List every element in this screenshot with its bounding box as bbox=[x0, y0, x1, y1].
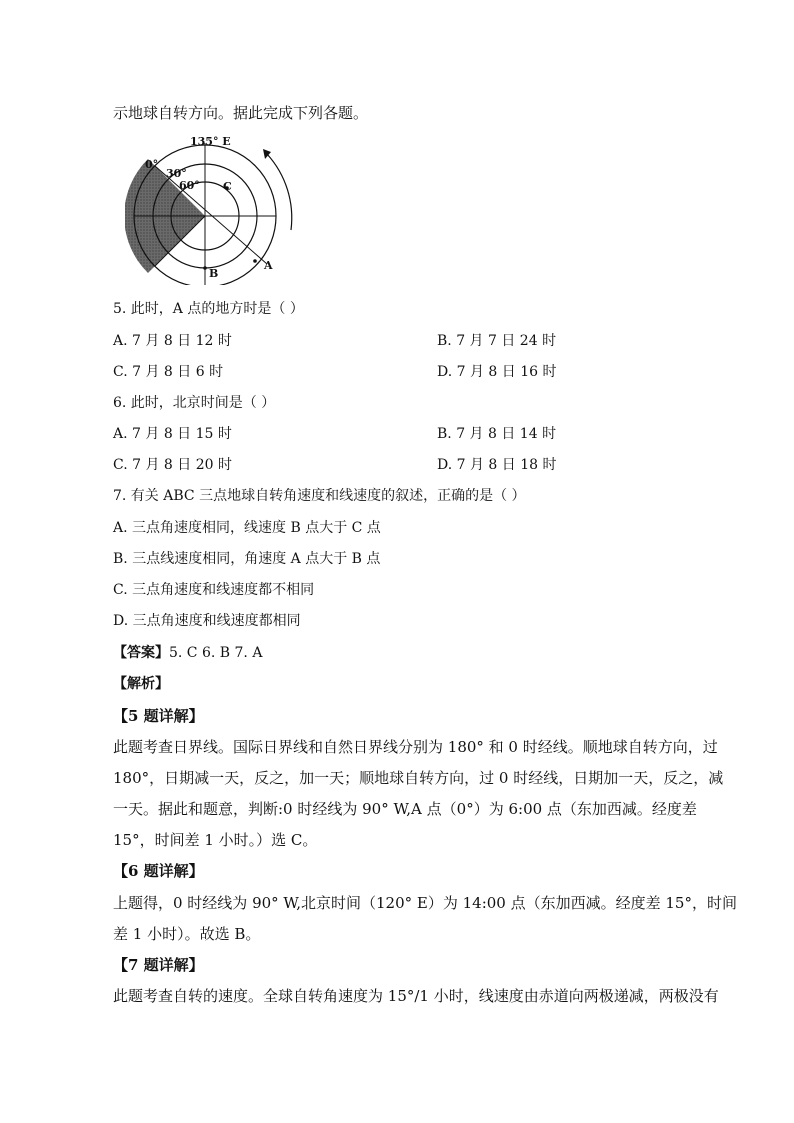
point-b bbox=[203, 266, 207, 270]
intro-text: 示地球自转方向。据此完成下列各题。 bbox=[113, 104, 369, 122]
q5-heading: 【5 题详解】 bbox=[113, 707, 204, 725]
question-7-option-a: A. 三点角速度相同，线速度 B 点大于 C 点 bbox=[113, 520, 381, 536]
q7-heading: 【7 题详解】 bbox=[113, 956, 204, 974]
question-5-option-a: A. 7 月 8 日 12 时 bbox=[113, 333, 232, 349]
question-5-option-c: C. 7 月 8 日 6 时 bbox=[113, 364, 224, 380]
q5-line-1: 此题考查日界线。国际日界线和自然日界线分别为 180° 和 0 时经线。顺地球自转方向，过 bbox=[113, 738, 718, 756]
q6-line-1: 上题得，0 时经线为 90° W,北京时间（120° E）为 14:00 点（东加西减。经度差 15°，时间 bbox=[113, 894, 737, 912]
q5-line-4: 15°，时间差 1 小时。）选 C。 bbox=[113, 831, 318, 849]
point-a bbox=[253, 259, 257, 263]
question-6-stem: 6. 此时，北京时间是（ ） bbox=[113, 395, 276, 411]
label-0-degree: 0° bbox=[145, 158, 159, 171]
polar-view-diagram bbox=[125, 130, 295, 285]
rotation-arrow bbox=[267, 154, 292, 230]
answer-text: 5. C 6. B 7. A bbox=[169, 645, 263, 661]
answer-line bbox=[113, 643, 262, 663]
question-6-option-c: C. 7 月 8 日 20 时 bbox=[113, 457, 232, 473]
question-6-option-d: D. 7 月 8 日 18 时 bbox=[437, 457, 557, 473]
label-135e: 135° E bbox=[190, 135, 231, 148]
question-7-stem: 7. 有关 ABC 三点地球自转角速度和线速度的叙述，正确的是（ ） bbox=[113, 488, 526, 504]
question-6-option-a: A. 7 月 8 日 15 时 bbox=[113, 426, 232, 442]
question-7-option-c: C. 三点角速度和线速度都不相同 bbox=[113, 582, 315, 598]
label-a: A bbox=[264, 259, 273, 272]
answer-label: 【答案】 bbox=[113, 645, 169, 661]
q6-heading: 【6 题详解】 bbox=[113, 862, 204, 880]
question-5-option-d: D. 7 月 8 日 16 时 bbox=[437, 364, 557, 380]
question-5-stem: 5. 此时，A 点的地方时是（ ） bbox=[113, 301, 304, 317]
question-5-option-b: B. 7 月 7 日 24 时 bbox=[437, 333, 557, 349]
question-6-option-b: B. 7 月 8 日 14 时 bbox=[437, 426, 557, 442]
q5-line-2: 180°，日期减一天，反之，加一天；顺地球自转方向，过 0 时经线，日期加一天，反之，减 bbox=[113, 769, 724, 787]
question-7-option-b: B. 三点线速度相同，角速度 A 点大于 B 点 bbox=[113, 551, 381, 567]
q7-line-1: 此题考查自转的速度。全球自转角速度为 15°/1 小时，线速度由赤道向两极递减，两极没有 bbox=[113, 987, 719, 1005]
analysis-heading: 【解析】 bbox=[113, 676, 169, 692]
question-7-option-d: D. 三点角速度和线速度都相同 bbox=[113, 613, 301, 629]
label-b: B bbox=[209, 267, 219, 280]
q6-line-2: 差 1 小时）。故选 B。 bbox=[113, 925, 261, 943]
q5-line-3: 一天。据此和题意，判断:0 时经线为 90° W,A 点（0°）为 6:00 点（东加西减。经度差 bbox=[113, 800, 697, 818]
label-c: C bbox=[223, 180, 232, 193]
label-60-degree: 60° bbox=[179, 179, 200, 192]
label-30-degree: 30° bbox=[166, 167, 187, 180]
